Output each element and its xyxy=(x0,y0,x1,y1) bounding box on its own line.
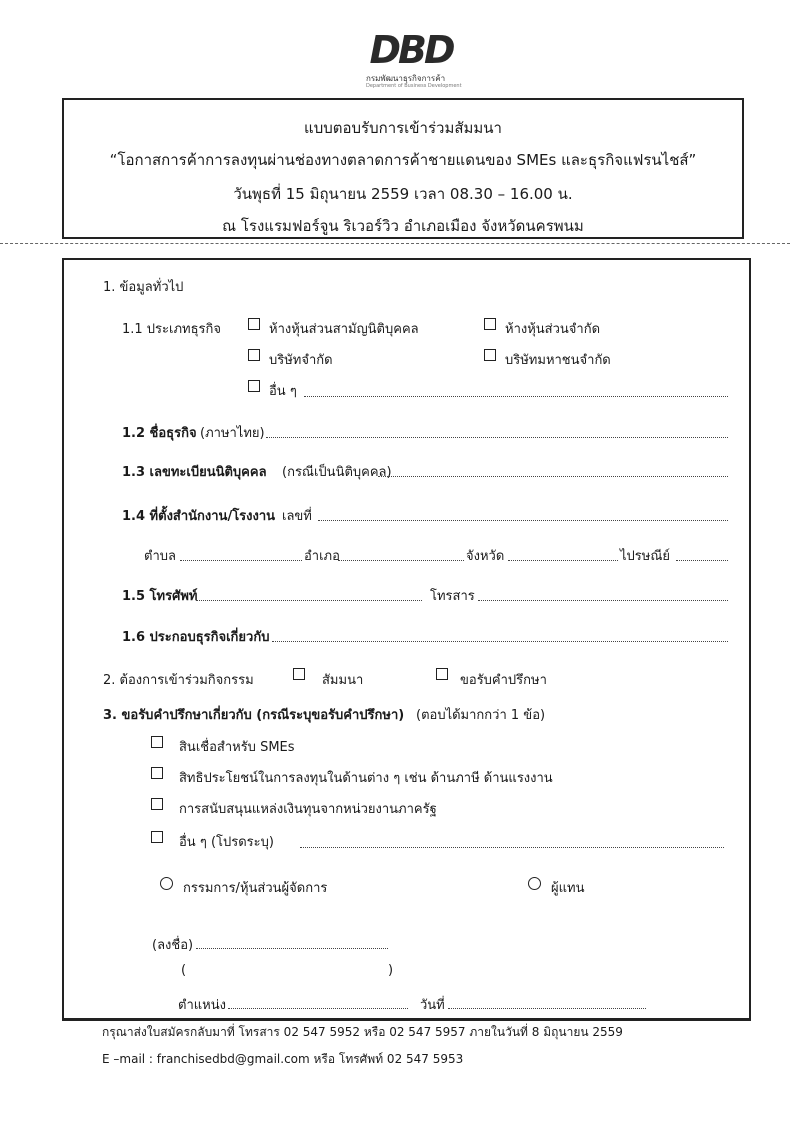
address-number-label: เลขที่ xyxy=(282,509,312,524)
activity-option-consultation: ขอรับคำปรึกษา xyxy=(460,673,547,688)
business-about-field[interactable] xyxy=(272,641,728,642)
business-type-option-other: อื่น ๆ xyxy=(269,384,297,399)
consult-option-sme-loan: สินเชื่อสำหรับ SMEs xyxy=(179,740,295,755)
dbd-logo xyxy=(356,30,466,90)
registration-hint: (กรณีเป็นนิติบุคคล) xyxy=(282,465,392,480)
title-box xyxy=(62,98,744,239)
business-type-other-field[interactable] xyxy=(304,396,728,397)
section1-heading: 1. ข้อมูลทั่วไป xyxy=(103,280,184,295)
subdistrict-label: ตำบล xyxy=(144,549,176,564)
org-name-thai: กรมพัฒนาธุรกิจการค้า xyxy=(366,74,446,83)
activity-checkbox-consultation[interactable] xyxy=(436,668,448,680)
activity-checkbox-seminar[interactable] xyxy=(293,668,305,680)
business-about-label: 1.6 ประกอบธุรกิจเกี่ยวกับ xyxy=(122,630,270,645)
fax-field[interactable] xyxy=(478,600,728,601)
paren-open: ( xyxy=(181,963,187,978)
province-label: จังหวัด xyxy=(466,549,505,564)
form-title: แบบตอบรับการเข้าร่วมสัมมนา xyxy=(304,119,502,137)
date-field[interactable] xyxy=(448,1008,646,1009)
footer-contact-info: E –mail : franchisedbd@gmail.com หรือ โทรศัพท์ 02 547 5953 xyxy=(102,1052,464,1066)
signature-field[interactable] xyxy=(196,948,388,949)
business-type-checkbox-company[interactable] xyxy=(248,349,260,361)
business-type-option-limited-partnership: ห้างหุ้นส่วนจำกัด xyxy=(505,322,601,337)
consult-option-other: อื่น ๆ (โปรดระบุ) xyxy=(179,835,274,850)
signer-radio-representative[interactable] xyxy=(528,877,541,890)
business-type-option-partnership: ห้างหุ้นส่วนสามัญนิติบุคคล xyxy=(269,322,419,337)
consult-option-investment-privileges: สิทธิประโยชน์ในการลงทุนในด้านต่าง ๆ เช่น ด้านภาษี ด้านแรงงาน xyxy=(179,771,553,786)
consult-checkbox-investment-privileges[interactable] xyxy=(151,767,163,779)
business-type-option-company: บริษัทจำกัด xyxy=(269,353,333,368)
signature-label: (ลงชื่อ) xyxy=(152,938,194,953)
district-field[interactable] xyxy=(338,560,464,561)
section2-heading: 2. ต้องการเข้าร่วมกิจกรรม xyxy=(103,673,254,688)
postcode-field[interactable] xyxy=(676,560,728,561)
org-name-english: Department of Business Development xyxy=(366,83,462,89)
consult-other-field[interactable] xyxy=(300,847,724,848)
business-type-checkbox-limited-partnership[interactable] xyxy=(484,318,496,330)
seminar-venue: ณ โรงแรมฟอร์จูน ริเวอร์วิว อำเภอเมือง จังหวัดนครพนม xyxy=(222,217,584,235)
fax-label: โทรสาร xyxy=(430,589,475,604)
subdistrict-field[interactable] xyxy=(180,560,302,561)
seminar-name: “โอกาสการค้าการลงทุนผ่านช่องทางตลาดการค้าชายแดนของ SMEs และธุรกิจแฟรนไชส์” xyxy=(109,151,697,169)
consult-checkbox-other[interactable] xyxy=(151,831,163,843)
business-name-label: 1.2 ชื่อธุรกิจ xyxy=(122,426,197,441)
activity-option-seminar: สัมมนา xyxy=(322,673,364,688)
consult-checkbox-sme-loan[interactable] xyxy=(151,736,163,748)
phone-field[interactable] xyxy=(196,600,422,601)
registration-label: 1.3 เลขทะเบียนนิติบุคคล xyxy=(122,465,267,480)
date-label: วันที่ xyxy=(420,998,445,1013)
business-type-label: 1.1 ประเภทธุรกิจ xyxy=(122,322,222,337)
section3-note: (ตอบได้มากกว่า 1 ข้อ) xyxy=(416,708,546,723)
province-field[interactable] xyxy=(508,560,618,561)
business-type-option-public-company: บริษัทมหาชนจำกัด xyxy=(505,353,611,368)
section3-heading: 3. ขอรับคำปรึกษาเกี่ยวกับ (กรณีระบุขอรับคำปรึกษา) xyxy=(103,708,405,723)
postcode-label: ไปรษณีย์ xyxy=(620,549,671,564)
paren-close: ) xyxy=(388,963,394,978)
consult-checkbox-government-funding[interactable] xyxy=(151,798,163,810)
footer-fax-info: กรุณาส่งใบสมัครกลับมาที่ โทรสาร 02 547 5952 หรือ 02 547 5957 ภายในวันที่ 8 มิถุนายน 2559 xyxy=(102,1025,623,1039)
registration-field[interactable] xyxy=(378,476,728,477)
dbd-logo-mark: DBD xyxy=(369,28,453,72)
address-label: 1.4 ที่ตั้งสำนักงาน/โรงงาน xyxy=(122,509,276,524)
business-type-checkbox-public-company[interactable] xyxy=(484,349,496,361)
signer-option-representative: ผู้แทน xyxy=(551,881,585,896)
business-name-hint: (ภาษาไทย) xyxy=(200,426,265,441)
cut-line xyxy=(0,243,790,244)
phone-label: 1.5 โทรศัพท์ xyxy=(122,589,198,604)
signer-option-director: กรรมการ/หุ้นส่วนผู้จัดการ xyxy=(183,881,328,896)
business-type-checkbox-partnership[interactable] xyxy=(248,318,260,330)
footer-divider xyxy=(62,1020,751,1021)
signer-radio-director[interactable] xyxy=(160,877,173,890)
seminar-date: วันพุธที่ 15 มิถุนายน 2559 เวลา 08.30 – 16.00 น. xyxy=(233,185,573,203)
district-label: อำเภอ xyxy=(304,549,340,564)
position-field[interactable] xyxy=(228,1008,408,1009)
business-type-checkbox-other[interactable] xyxy=(248,380,260,392)
business-name-field[interactable] xyxy=(266,437,728,438)
position-label: ตำแหน่ง xyxy=(178,998,226,1013)
address-number-field[interactable] xyxy=(318,520,728,521)
consult-option-government-funding: การสนับสนุนแหล่งเงินทุนจากหน่วยงานภาครัฐ xyxy=(179,802,437,817)
